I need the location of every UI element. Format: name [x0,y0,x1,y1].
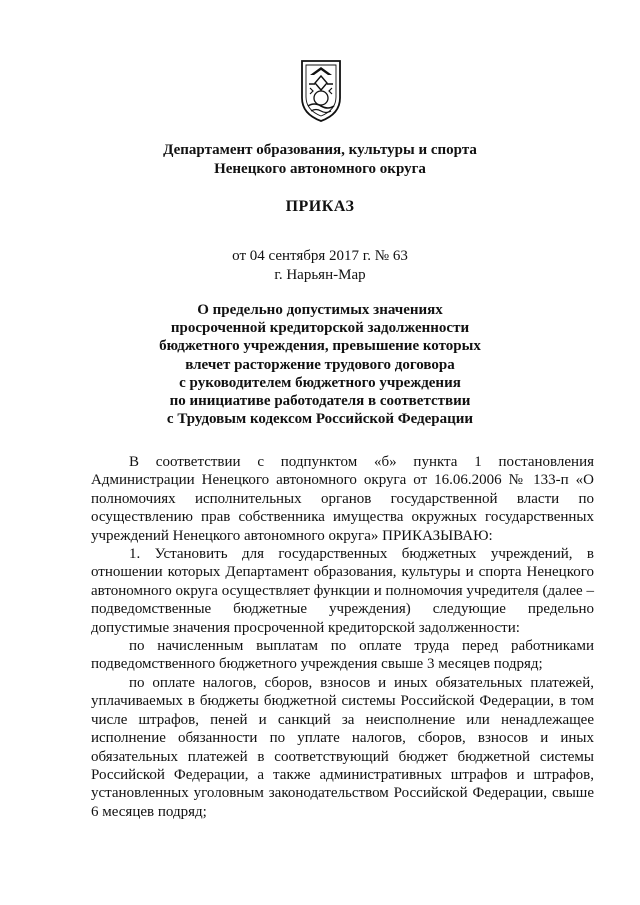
subject-line: влечет расторжение трудового договора [185,356,455,373]
subject-line: по инициативе работодателя в соответствии [169,393,471,410]
document-subject [0,301,640,428]
body-paragraph: В соответствии с подпунктом «б» пункта 1 постановления Администрации Ненецкого автономного округа от 16.06.2006 № 133-п «О полномочиях исполнительных органов государственной власти по осуществлению прав собственника имущества окружных государственных учреждений Ненецкого автономного округа» ПРИКАЗЫВАЮ: [91,454,594,544]
date-and-place [0,247,640,285]
department-line: Ненецкого автономного округа [214,161,426,177]
subject-line: О предельно допустимых значениях [197,302,443,318]
body-paragraph: по оплате налогов, сборов, взносов и иных обязательных платежей, уплачиваемых в бюджеты бюджетной системы Российской Федерации, в том числе штрафов, пеней и санкций за неисполнение или ненадлежащее исполнение обязанности по уплате налогов, сборов, взносов и иных обязательных платежей в соответствующий бюджет бюджетной системы Российской Федерации, а также административных штрафов и штрафов, установленных уголовным законодательством Российской Федерации, свыше 6 месяцев подряд; [91,674,594,820]
document-type: ПРИКАЗ [285,198,355,215]
subject-line: бюджетного учреждения, превышение которых [159,338,481,355]
department-name [0,141,640,179]
department-line: Департамент образования, культуры и спорта [163,142,477,158]
subject-line: с Трудовым кодексом Российской Федерации [166,411,474,428]
subject-line: просроченной кредиторской задолженности [170,320,470,337]
document-city: г. Нарьян-Мар [274,267,366,283]
document-date: от 04 сентября 2017 г. № 63 [232,248,408,264]
coat-of-arms-icon [299,58,343,124]
subject-line: с руководителем бюджетного учреждения [179,374,461,391]
body-paragraph: по начисленным выплатам по оплате труда перед работниками подведомственного бюджетного учреждения свыше 3 месяцев подряд; [91,638,594,673]
document-body [91,453,594,821]
body-paragraph: 1. Установить для государственных бюджетных учреждений, в отношении которых Департамент образования, культуры и спорта Ненецкого автономного округа осуществляет функции и полномочия учредителя (далее – подведомственные бюджетные учреждения) следующие предельно допустимые значения просроченной кредиторской задолженности: [91,546,594,636]
